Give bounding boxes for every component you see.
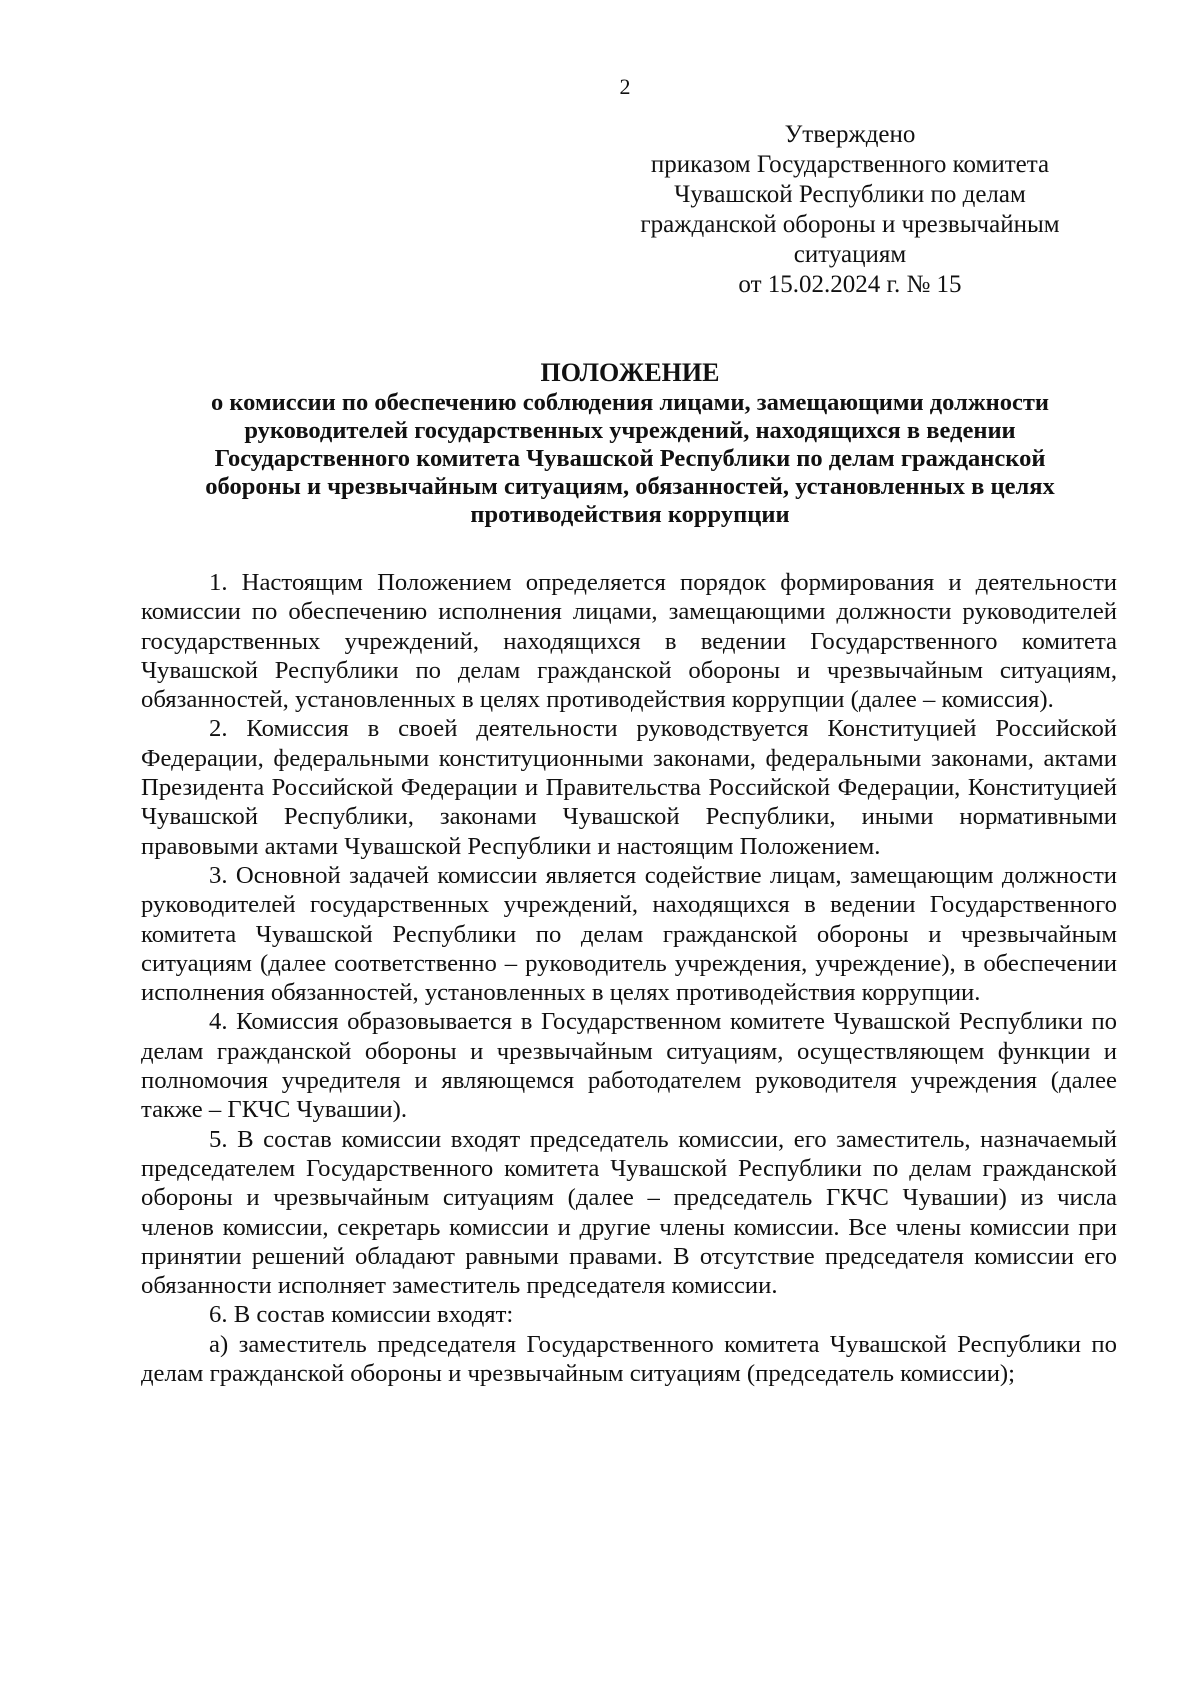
approval-line: Чувашской Республики по делам: [674, 181, 1026, 208]
document-subtitle-line: противодействия коррупции: [470, 501, 790, 528]
document-subtitle-line: Государственного комитета Чувашской Республики по делам гражданской: [214, 445, 1046, 472]
paragraph-6: 6. В состав комиссии входят:: [209, 1301, 514, 1329]
paragraph-3: 3. Основной задачей комиссии является содействие лицам, замещающим должности руководителей государственных учреждений, находящихся в ведении Государственного комитета Чувашской Республики по делам гражданской обороны и чрезвычайным ситуациям (далее соответственно – руководитель учреждения, учреждение), в обеспечении исполнения обязанностей, установленных в целях противодействия коррупции.: [141, 861, 1117, 1007]
document-subtitle-line: руководителей государственных учреждений, находящихся в ведении: [244, 417, 1016, 444]
paragraph-1: 1. Настоящим Положением определяется порядок формирования и деятельности комиссии по обеспечению исполнения лицами, замещающими должности руководителей государственных учреждений, находящихся в ведении Государственного комитета Чувашской Республики по делам гражданской обороны и чрезвычайным ситуациям, обязанностей, установленных в целях противодействия коррупции (далее – комиссия).: [141, 569, 1117, 714]
page-number: 2: [619, 74, 631, 99]
approval-stamp: [620, 120, 1080, 300]
paragraph-2: 2. Комиссия в своей деятельности руководствуется Конституцией Российской Федерации, федеральными конституционными законами, федеральными законами, актами Президента Российской Федерации и Правительства Российской Федерации, Конституцией Чувашской Республики, законами Чувашской Республики, иными нормативными правовыми актами Чувашской Республики и настоящим Положением.: [141, 715, 1117, 860]
approval-line: ситуациям: [793, 241, 907, 268]
approval-line: приказом Государственного комитета: [650, 151, 1050, 178]
paragraph-4: 4. Комиссия образовывается в Государственном комитете Чувашской Республики по делам гражданской обороны и чрезвычайным ситуациям, осуществляющем функции и полномочия учредителя и являющемся работодателем руководителя учреждения (далее также – ГКЧС Чувашии).: [141, 1008, 1117, 1124]
document-heading: [145, 357, 1115, 529]
approval-line: от 15.02.2024 г. № 15: [738, 271, 962, 298]
paragraph-6a: а) заместитель председателя Государственного комитета Чувашской Республики по делам гражданской обороны и чрезвычайным ситуациям (председатель комиссии);: [141, 1330, 1117, 1388]
approval-line: гражданской обороны и чрезвычайным: [640, 211, 1060, 238]
document-subtitle-line: обороны и чрезвычайным ситуациям, обязанностей, установленных в целях: [205, 473, 1055, 500]
document-body: [141, 568, 1117, 1388]
document-subtitle-line: о комиссии по обеспечению соблюдения лицами, замещающими должности: [211, 389, 1049, 416]
paragraph-5: 5. В состав комиссии входят председатель комиссии, его заместитель, назначаемый председателем Государственного комитета Чувашской Республики по делам гражданской обороны и чрезвычайным ситуациям (далее – председатель ГКЧС Чувашии) из числа членов комиссии, секретарь комиссии и другие члены комиссии. Все члены комиссии при принятии решений обладают равными правами. В отсутствие председателя комиссии его обязанности исполняет заместитель председателя комиссии.: [141, 1125, 1117, 1300]
approval-line: Утверждено: [784, 121, 916, 148]
document-title: ПОЛОЖЕНИЕ: [540, 358, 720, 387]
